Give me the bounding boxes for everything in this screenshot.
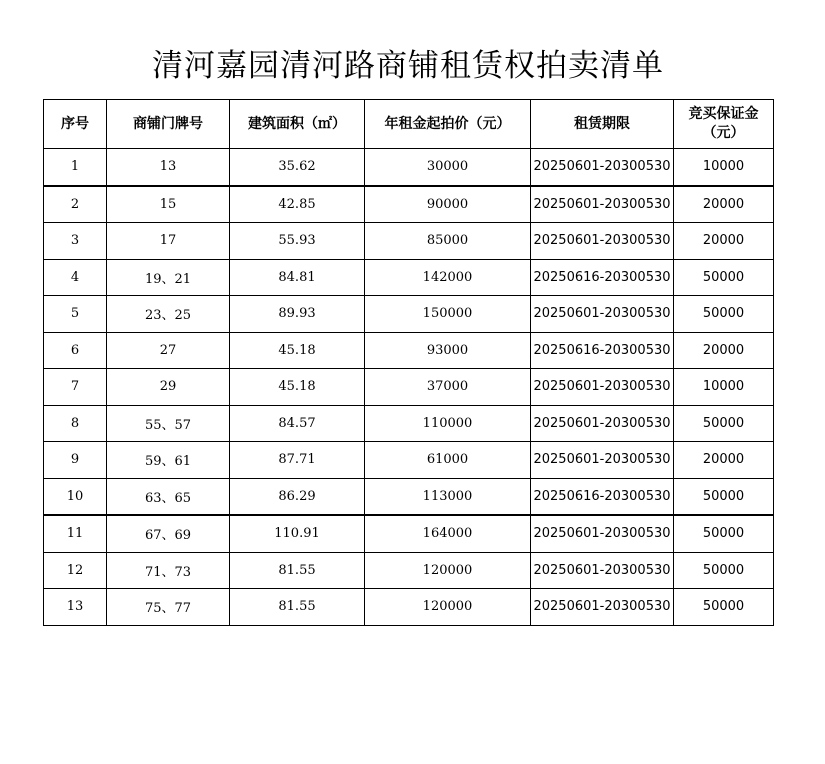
table-row (44, 515, 774, 552)
cell-bid-deposit: 10000 (674, 149, 774, 186)
cell-serial-no: 8 (44, 405, 107, 442)
cell-floor-area: 86.29 (230, 478, 365, 515)
cell-serial-no: 13 (44, 589, 107, 626)
cell-floor-area: 81.55 (230, 552, 365, 589)
cell-bid-deposit: 50000 (674, 478, 774, 515)
cell-bid-deposit: 50000 (674, 515, 774, 552)
cell-shop-door-number: 17 (107, 223, 230, 260)
cell-serial-no: 10 (44, 478, 107, 515)
cell-starting-annual-rent: 30000 (365, 149, 531, 186)
table-row (44, 332, 774, 369)
cell-floor-area: 55.93 (230, 223, 365, 260)
cell-starting-annual-rent: 37000 (365, 369, 531, 406)
table-row (44, 442, 774, 479)
cell-starting-annual-rent: 61000 (365, 442, 531, 479)
cell-starting-annual-rent: 93000 (365, 332, 531, 369)
header-lease-period: 租赁期限 (531, 100, 674, 149)
cell-shop-door-number: 75、77 (107, 589, 230, 626)
cell-floor-area: 45.18 (230, 369, 365, 406)
cell-serial-no: 3 (44, 223, 107, 260)
cell-shop-door-number: 63、65 (107, 478, 230, 515)
cell-floor-area: 110.91 (230, 515, 365, 552)
cell-starting-annual-rent: 110000 (365, 405, 531, 442)
cell-serial-no: 7 (44, 369, 107, 406)
cell-serial-no: 9 (44, 442, 107, 479)
cell-lease-period: 20250601-20300530 (531, 186, 674, 223)
cell-shop-door-number: 59、61 (107, 442, 230, 479)
cell-starting-annual-rent: 120000 (365, 589, 531, 626)
cell-bid-deposit: 20000 (674, 332, 774, 369)
cell-shop-door-number: 13 (107, 149, 230, 186)
cell-bid-deposit: 20000 (674, 186, 774, 223)
cell-lease-period: 20250601-20300530 (531, 552, 674, 589)
cell-shop-door-number: 29 (107, 369, 230, 406)
header-bid-deposit: 竞买保证金（元） (674, 100, 774, 149)
table-row (44, 186, 774, 223)
cell-lease-period: 20250601-20300530 (531, 223, 674, 260)
cell-lease-period: 20250601-20300530 (531, 589, 674, 626)
cell-floor-area: 87.71 (230, 442, 365, 479)
cell-serial-no: 12 (44, 552, 107, 589)
cell-shop-door-number: 71、73 (107, 552, 230, 589)
cell-floor-area: 84.57 (230, 405, 365, 442)
cell-bid-deposit: 50000 (674, 405, 774, 442)
cell-bid-deposit: 20000 (674, 442, 774, 479)
cell-bid-deposit: 50000 (674, 259, 774, 296)
cell-floor-area: 84.81 (230, 259, 365, 296)
cell-lease-period: 20250616-20300530 (531, 259, 674, 296)
cell-lease-period: 20250616-20300530 (531, 478, 674, 515)
cell-shop-door-number: 55、57 (107, 405, 230, 442)
header-starting-annual-rent: 年租金起拍价（元） (365, 100, 531, 149)
table-row (44, 405, 774, 442)
cell-serial-no: 6 (44, 332, 107, 369)
cell-serial-no: 2 (44, 186, 107, 223)
cell-lease-period: 20250601-20300530 (531, 296, 674, 333)
cell-bid-deposit: 20000 (674, 223, 774, 260)
table-row (44, 149, 774, 186)
cell-floor-area: 42.85 (230, 186, 365, 223)
header-floor-area: 建筑面积（㎡） (230, 100, 365, 149)
table-row (44, 552, 774, 589)
cell-lease-period: 20250616-20300530 (531, 332, 674, 369)
table-body (44, 149, 774, 626)
cell-lease-period: 20250601-20300530 (531, 515, 674, 552)
cell-shop-door-number: 23、25 (107, 296, 230, 333)
cell-starting-annual-rent: 150000 (365, 296, 531, 333)
cell-shop-door-number: 67、69 (107, 515, 230, 552)
cell-starting-annual-rent: 113000 (365, 478, 531, 515)
table-row (44, 478, 774, 515)
cell-floor-area: 35.62 (230, 149, 365, 186)
cell-bid-deposit: 50000 (674, 296, 774, 333)
cell-starting-annual-rent: 142000 (365, 259, 531, 296)
table-row (44, 369, 774, 406)
cell-floor-area: 89.93 (230, 296, 365, 333)
cell-lease-period: 20250601-20300530 (531, 405, 674, 442)
cell-bid-deposit: 50000 (674, 589, 774, 626)
cell-serial-no: 4 (44, 259, 107, 296)
cell-starting-annual-rent: 90000 (365, 186, 531, 223)
cell-starting-annual-rent: 164000 (365, 515, 531, 552)
table-row (44, 223, 774, 260)
cell-floor-area: 81.55 (230, 589, 365, 626)
cell-lease-period: 20250601-20300530 (531, 442, 674, 479)
cell-floor-area: 45.18 (230, 332, 365, 369)
header-serial-no: 序号 (44, 100, 107, 149)
cell-serial-no: 5 (44, 296, 107, 333)
table-row (44, 589, 774, 626)
cell-starting-annual-rent: 120000 (365, 552, 531, 589)
table-row (44, 296, 774, 333)
page-title: 清河嘉园清河路商铺租赁权拍卖清单 (152, 48, 664, 84)
cell-shop-door-number: 15 (107, 186, 230, 223)
header-shop-door-number: 商铺门牌号 (107, 100, 230, 149)
table-row (44, 259, 774, 296)
auction-list-table (43, 99, 774, 626)
cell-serial-no: 1 (44, 149, 107, 186)
cell-shop-door-number: 19、21 (107, 259, 230, 296)
table-header-row (44, 100, 774, 149)
cell-bid-deposit: 10000 (674, 369, 774, 406)
cell-serial-no: 11 (44, 515, 107, 552)
cell-lease-period: 20250601-20300530 (531, 369, 674, 406)
cell-shop-door-number: 27 (107, 332, 230, 369)
cell-lease-period: 20250601-20300530 (531, 149, 674, 186)
cell-bid-deposit: 50000 (674, 552, 774, 589)
cell-starting-annual-rent: 85000 (365, 223, 531, 260)
